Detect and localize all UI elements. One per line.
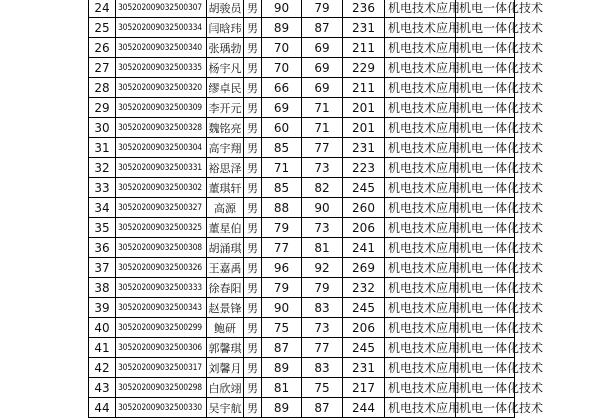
- row-number-cell: 35: [89, 218, 116, 238]
- exam-id-cell: 305202009032500320: [116, 78, 207, 98]
- program-cell: 机电一体化技术: [456, 78, 515, 98]
- program-cell: 机电一体化技术: [456, 258, 515, 278]
- major-cell: 机电技术应用: [385, 158, 456, 178]
- row-number-cell: 36: [89, 238, 116, 258]
- gender-cell: 男: [244, 318, 262, 338]
- gender-cell: 男: [244, 238, 262, 258]
- exam-id-cell: 305202009032500340: [116, 38, 207, 58]
- total-score-cell: 244: [343, 398, 385, 418]
- score-2-cell: 71: [302, 118, 343, 138]
- program-cell: 机电一体化技术: [456, 398, 515, 418]
- student-name-cell: 白欣翊: [207, 378, 244, 398]
- table-row: [89, 258, 515, 278]
- row-number-cell: 44: [89, 398, 116, 418]
- table-row: [89, 318, 515, 338]
- exam-id-cell: 305202009032500326: [116, 258, 207, 278]
- score-1-cell: 66: [262, 78, 302, 98]
- row-number-cell: 40: [89, 318, 116, 338]
- table-row: [89, 58, 515, 78]
- student-score-table: [88, 0, 544, 418]
- gender-cell: 男: [244, 138, 262, 158]
- total-score-cell: 201: [343, 98, 385, 118]
- table-row: [89, 338, 515, 358]
- score-1-cell: 88: [262, 198, 302, 218]
- program-cell: 机电一体化技术: [456, 198, 515, 218]
- major-cell: 机电技术应用: [385, 0, 456, 18]
- program-cell: 机电一体化技术: [456, 0, 515, 18]
- table-row: [89, 158, 515, 178]
- row-number-cell: 38: [89, 278, 116, 298]
- exam-id-cell: 305202009032500334: [116, 18, 207, 38]
- gender-cell: 男: [244, 378, 262, 398]
- gender-cell: 男: [244, 38, 262, 58]
- major-cell: 机电技术应用: [385, 398, 456, 418]
- score-1-cell: 70: [262, 38, 302, 58]
- program-cell: 机电一体化技术: [456, 218, 515, 238]
- gender-cell: 男: [244, 58, 262, 78]
- total-score-cell: 217: [343, 378, 385, 398]
- row-number-cell: 27: [89, 58, 116, 78]
- score-2-cell: 73: [302, 318, 343, 338]
- total-score-cell: 231: [343, 358, 385, 378]
- gender-cell: 男: [244, 0, 262, 18]
- score-2-cell: 83: [302, 358, 343, 378]
- exam-id-cell: 305202009032500304: [116, 138, 207, 158]
- exam-id-cell: 305202009032500298: [116, 378, 207, 398]
- major-cell: 机电技术应用: [385, 118, 456, 138]
- gender-cell: 男: [244, 18, 262, 38]
- major-cell: 机电技术应用: [385, 318, 456, 338]
- major-cell: 机电技术应用: [385, 78, 456, 98]
- table-row: [89, 98, 515, 118]
- student-name-cell: 郭馨琪: [207, 338, 244, 358]
- score-2-cell: 90: [302, 198, 343, 218]
- row-number-cell: 33: [89, 178, 116, 198]
- total-score-cell: 206: [343, 318, 385, 338]
- student-name-cell: 高源: [207, 198, 244, 218]
- score-2-cell: 92: [302, 258, 343, 278]
- major-cell: 机电技术应用: [385, 198, 456, 218]
- table-body: [89, 0, 544, 418]
- total-score-cell: 245: [343, 178, 385, 198]
- table-row: [89, 178, 515, 198]
- program-cell: 机电一体化技术: [456, 138, 515, 158]
- exam-id-cell: 305202009032500325: [116, 218, 207, 238]
- score-1-cell: 96: [262, 258, 302, 278]
- total-score-cell: 223: [343, 158, 385, 178]
- score-1-cell: 85: [262, 178, 302, 198]
- row-number-cell: 30: [89, 118, 116, 138]
- major-cell: 机电技术应用: [385, 238, 456, 258]
- student-name-cell: 王嘉禹: [207, 258, 244, 278]
- score-2-cell: 82: [302, 178, 343, 198]
- score-1-cell: 87: [262, 338, 302, 358]
- row-number-cell: 43: [89, 378, 116, 398]
- score-1-cell: 69: [262, 98, 302, 118]
- total-score-cell: 229: [343, 58, 385, 78]
- table-row: [89, 398, 515, 418]
- major-cell: 机电技术应用: [385, 98, 456, 118]
- major-cell: 机电技术应用: [385, 278, 456, 298]
- student-name-cell: 鲍研: [207, 318, 244, 338]
- exam-id-cell: 305202009032500306: [116, 338, 207, 358]
- table-row: [89, 118, 515, 138]
- score-2-cell: 77: [302, 338, 343, 358]
- score-2-cell: 75: [302, 378, 343, 398]
- score-2-cell: 79: [302, 0, 343, 18]
- row-number-cell: 32: [89, 158, 116, 178]
- student-name-cell: 裕思泽: [207, 158, 244, 178]
- student-name-cell: 高宇翔: [207, 138, 244, 158]
- major-cell: 机电技术应用: [385, 338, 456, 358]
- total-score-cell: 232: [343, 278, 385, 298]
- major-cell: 机电技术应用: [385, 258, 456, 278]
- major-cell: 机电技术应用: [385, 378, 456, 398]
- score-1-cell: 89: [262, 398, 302, 418]
- student-name-cell: 魏铭亮: [207, 118, 244, 138]
- program-cell: 机电一体化技术: [456, 98, 515, 118]
- score-2-cell: 69: [302, 78, 343, 98]
- row-number-cell: 34: [89, 198, 116, 218]
- program-cell: 机电一体化技术: [456, 158, 515, 178]
- score-1-cell: 70: [262, 58, 302, 78]
- exam-id-cell: 305202009032500299: [116, 318, 207, 338]
- table-row: [89, 0, 515, 18]
- major-cell: 机电技术应用: [385, 18, 456, 38]
- score-2-cell: 73: [302, 158, 343, 178]
- total-score-cell: 231: [343, 138, 385, 158]
- gender-cell: 男: [244, 178, 262, 198]
- score-2-cell: 83: [302, 298, 343, 318]
- gender-cell: 男: [244, 78, 262, 98]
- total-score-cell: 231: [343, 18, 385, 38]
- student-name-cell: 胡涌琪: [207, 238, 244, 258]
- table-row: [89, 378, 515, 398]
- program-cell: 机电一体化技术: [456, 18, 515, 38]
- exam-id-cell: 305202009032500307: [116, 0, 207, 18]
- row-number-cell: 24: [89, 0, 116, 18]
- table-row: [89, 38, 515, 58]
- score-1-cell: 77: [262, 238, 302, 258]
- total-score-cell: 269: [343, 258, 385, 278]
- program-cell: 机电一体化技术: [456, 278, 515, 298]
- score-1-cell: 71: [262, 158, 302, 178]
- score-1-cell: 90: [262, 0, 302, 18]
- total-score-cell: 201: [343, 118, 385, 138]
- student-name-cell: 吴宇航: [207, 398, 244, 418]
- score-1-cell: 89: [262, 18, 302, 38]
- program-cell: 机电一体化技术: [456, 298, 515, 318]
- table-row: [89, 18, 515, 38]
- score-2-cell: 73: [302, 218, 343, 238]
- major-cell: 机电技术应用: [385, 358, 456, 378]
- program-cell: 机电一体化技术: [456, 118, 515, 138]
- exam-id-cell: 305202009032500330: [116, 398, 207, 418]
- major-cell: 机电技术应用: [385, 218, 456, 238]
- gender-cell: 男: [244, 218, 262, 238]
- score-2-cell: 71: [302, 98, 343, 118]
- gender-cell: 男: [244, 98, 262, 118]
- score-2-cell: 81: [302, 238, 343, 258]
- exam-id-cell: 305202009032500308: [116, 238, 207, 258]
- total-score-cell: 236: [343, 0, 385, 18]
- gender-cell: 男: [244, 278, 262, 298]
- total-score-cell: 245: [343, 338, 385, 358]
- row-number-cell: 31: [89, 138, 116, 158]
- score-1-cell: 90: [262, 298, 302, 318]
- score-1-cell: 79: [262, 278, 302, 298]
- total-score-cell: 260: [343, 198, 385, 218]
- program-cell: 机电一体化技术: [456, 378, 515, 398]
- score-2-cell: 87: [302, 398, 343, 418]
- total-score-cell: 245: [343, 298, 385, 318]
- major-cell: 机电技术应用: [385, 138, 456, 158]
- exam-id-cell: 305202009032500302: [116, 178, 207, 198]
- major-cell: 机电技术应用: [385, 58, 456, 78]
- score-1-cell: 89: [262, 358, 302, 378]
- table-row: [89, 278, 515, 298]
- row-number-cell: 25: [89, 18, 116, 38]
- student-name-cell: 缪卓民: [207, 78, 244, 98]
- program-cell: 机电一体化技术: [456, 38, 515, 58]
- score-1-cell: 75: [262, 318, 302, 338]
- exam-id-cell: 305202009032500333: [116, 278, 207, 298]
- table-row: [89, 218, 515, 238]
- score-2-cell: 69: [302, 38, 343, 58]
- score-1-cell: 79: [262, 218, 302, 238]
- student-name-cell: 董星伯: [207, 218, 244, 238]
- student-name-cell: 董琪轩: [207, 178, 244, 198]
- gender-cell: 男: [244, 338, 262, 358]
- score-2-cell: 79: [302, 278, 343, 298]
- score-2-cell: 77: [302, 138, 343, 158]
- student-name-cell: 赵景锋: [207, 298, 244, 318]
- program-cell: 机电一体化技术: [456, 358, 515, 378]
- total-score-cell: 211: [343, 78, 385, 98]
- program-cell: 机电一体化技术: [456, 58, 515, 78]
- gender-cell: 男: [244, 298, 262, 318]
- table-row: [89, 358, 515, 378]
- row-number-cell: 42: [89, 358, 116, 378]
- exam-id-cell: 305202009032500335: [116, 58, 207, 78]
- exam-id-cell: 305202009032500328: [116, 118, 207, 138]
- gender-cell: 男: [244, 358, 262, 378]
- gender-cell: 男: [244, 398, 262, 418]
- table-row: [89, 298, 515, 318]
- exam-id-cell: 305202009032500317: [116, 358, 207, 378]
- program-cell: 机电一体化技术: [456, 178, 515, 198]
- exam-id-cell: 305202009032500343: [116, 298, 207, 318]
- student-name-cell: 徐春阳: [207, 278, 244, 298]
- table-row: [89, 238, 515, 258]
- student-name-cell: 胡骏员: [207, 0, 244, 18]
- student-name-cell: 闫晗玮: [207, 18, 244, 38]
- row-number-cell: 37: [89, 258, 116, 278]
- score-2-cell: 69: [302, 58, 343, 78]
- student-name-cell: 刘馨月: [207, 358, 244, 378]
- row-number-cell: 26: [89, 38, 116, 58]
- total-score-cell: 241: [343, 238, 385, 258]
- gender-cell: 男: [244, 198, 262, 218]
- program-cell: 机电一体化技术: [456, 318, 515, 338]
- gender-cell: 男: [244, 118, 262, 138]
- table-row: [89, 78, 515, 98]
- row-number-cell: 41: [89, 338, 116, 358]
- major-cell: 机电技术应用: [385, 178, 456, 198]
- table-row: [89, 138, 515, 158]
- program-cell: 机电一体化技术: [456, 338, 515, 358]
- student-name-cell: 张瑀勃: [207, 38, 244, 58]
- score-1-cell: 85: [262, 138, 302, 158]
- student-name-cell: 李开元: [207, 98, 244, 118]
- row-number-cell: 29: [89, 98, 116, 118]
- total-score-cell: 211: [343, 38, 385, 58]
- major-cell: 机电技术应用: [385, 298, 456, 318]
- row-number-cell: 39: [89, 298, 116, 318]
- score-2-cell: 87: [302, 18, 343, 38]
- program-cell: 机电一体化技术: [456, 238, 515, 258]
- exam-id-cell: 305202009032500309: [116, 98, 207, 118]
- student-name-cell: 杨宇凡: [207, 58, 244, 78]
- gender-cell: 男: [244, 258, 262, 278]
- score-1-cell: 60: [262, 118, 302, 138]
- exam-id-cell: 305202009032500327: [116, 198, 207, 218]
- gender-cell: 男: [244, 158, 262, 178]
- exam-id-cell: 305202009032500331: [116, 158, 207, 178]
- total-score-cell: 206: [343, 218, 385, 238]
- row-number-cell: 28: [89, 78, 116, 98]
- score-1-cell: 81: [262, 378, 302, 398]
- table-row: [89, 198, 515, 218]
- major-cell: 机电技术应用: [385, 38, 456, 58]
